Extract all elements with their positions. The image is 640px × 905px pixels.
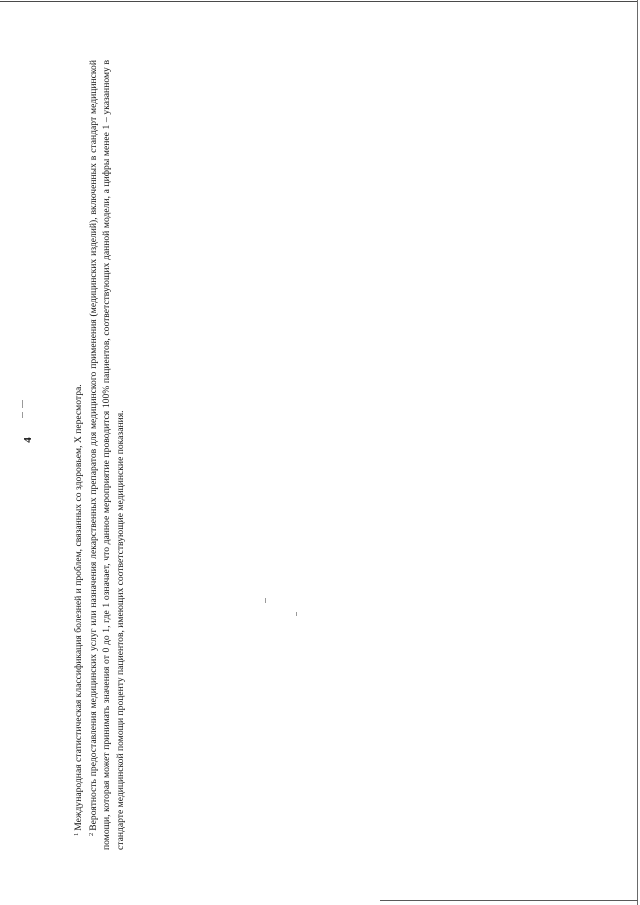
footnote-2 <box>85 60 127 850</box>
scan-edge-bottom <box>380 900 638 901</box>
footnotes-block <box>70 60 127 850</box>
footnote-1 <box>70 60 85 850</box>
footnote-1-mark: 1 <box>73 832 80 836</box>
footnote-1-text: Международная статистическая классификация болезней и проблем, связанных со здоровьем, X пересмотра. <box>73 384 84 831</box>
scan-edge-right <box>637 0 638 905</box>
scan-edge-top <box>0 1 638 2</box>
scan-speck <box>22 400 23 408</box>
page-number: 4 <box>21 437 34 443</box>
scan-speck <box>296 612 297 616</box>
footnote-2-mark: 2 <box>88 832 96 836</box>
scan-speck <box>22 412 23 418</box>
footnote-2-text: Вероятность предоставления медицинских услуг или назначения лекарственных препаратов для медицинского применения (медицинских изделий), включенных в стандарт медицинской помощи, которая может принимать значения от 0 до 1, где 1 означает, что данное мероприятие проводится 100% пациентов, соответствующих данной модели, а цифры менее 1 – указанному в стандарте медицинской помощи проценту пациентов, имеющих соответствующие медицинские показания. <box>88 60 126 850</box>
scan-speck <box>265 598 266 603</box>
